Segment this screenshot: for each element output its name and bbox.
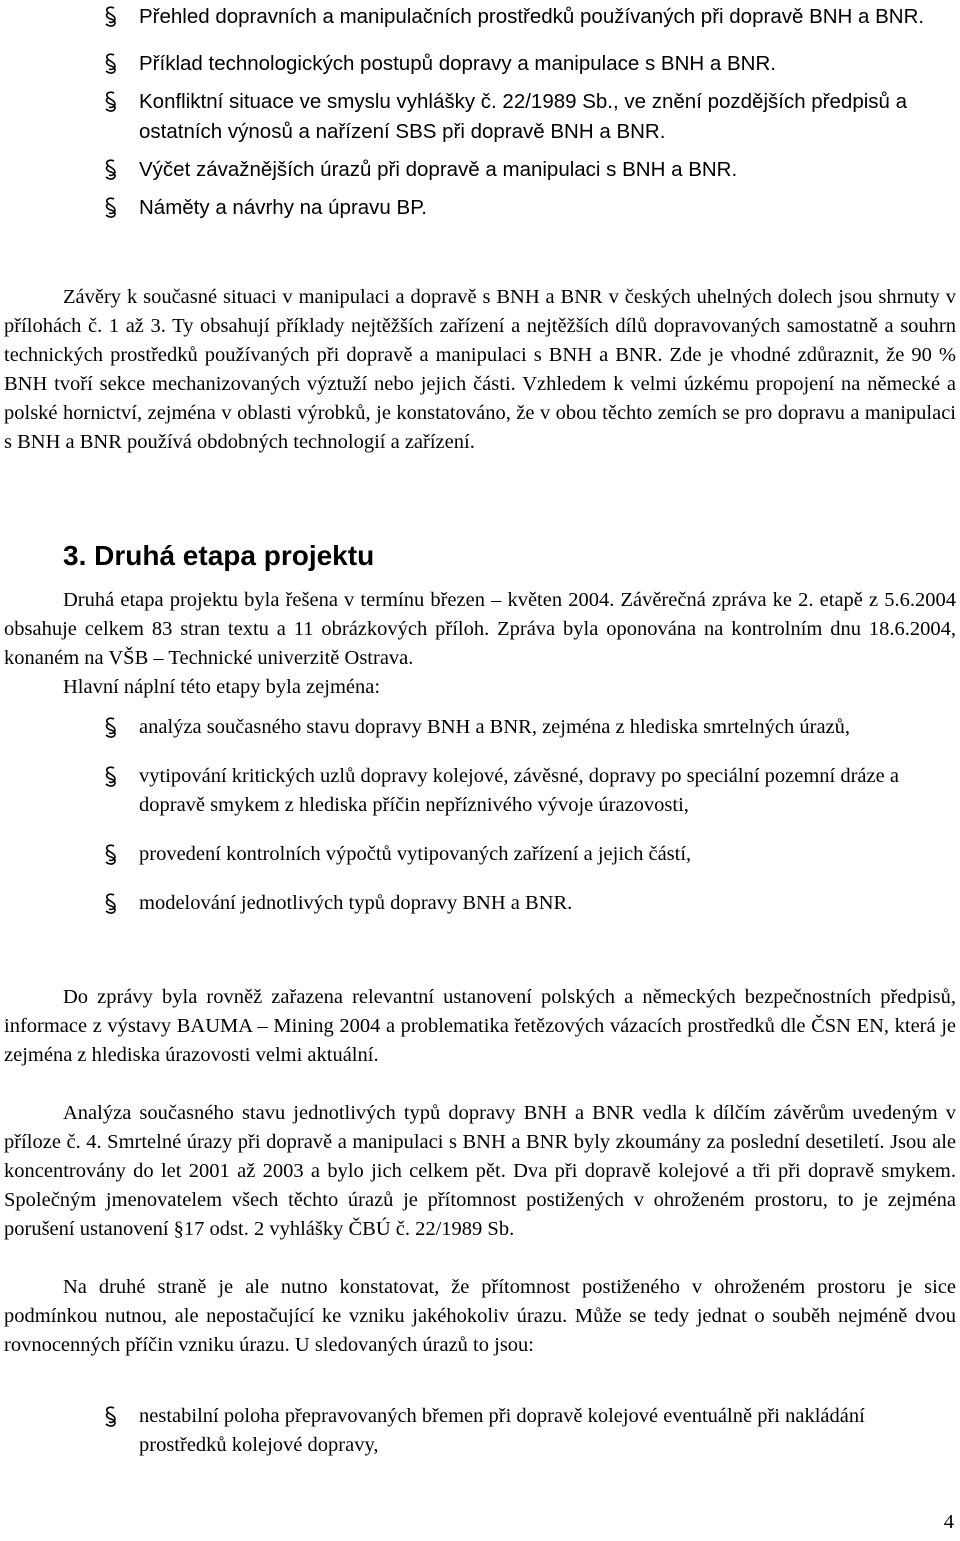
section-sign-bullet-icon xyxy=(102,196,120,220)
section-sign-bullet-icon xyxy=(102,158,120,182)
list-item: Příklad technologických postupů dopravy a manipulace s BNH a BNR. xyxy=(4,49,956,79)
report-paragraph: Do zprávy byla rovněž zařazena relevantní ustanovení polských a německých bezpečnostních předpisů, informace z výstavy BAUMA – Mining 2004 a problematika řetězových vázacích prostředků dle ČSN EN, která je zejména z hlediska úrazovosti velmi aktuální. xyxy=(4,986,956,1066)
list-item: nestabilní poloha přepravovaných břemen při dopravě kolejové eventuálně při nakládání prostředků kolejové dopravy, xyxy=(4,1402,956,1460)
section-sign-bullet-icon xyxy=(102,1405,120,1429)
main-content-intro: Hlavní náplní této etapy byla zejména: xyxy=(63,676,381,698)
list-item: Výčet závažnějších úrazů při dopravě a manipulaci s BNH a BNR. xyxy=(4,155,956,185)
stage2-paragraph: Druhá etapa projektu byla řešena v termínu březen – květen 2004. Závěrečná zpráva ke 2. etapě z 5.6.2004 obsahuje celkem 83 stran textu a 11 obrázkových příloh. Zpráva byla oponována na kontrolním dnu 18.6.2004, konaném na VŠB – Technické univerzitě Ostrava. xyxy=(4,589,956,669)
section-heading: 3. Druhá etapa projektu xyxy=(63,540,375,571)
list-item: analýza současného stavu dopravy BNH a BNR, zejména z hlediska smrtelných úrazů, xyxy=(4,713,956,742)
section-sign-bullet-icon xyxy=(102,5,120,29)
page-number: 4 xyxy=(943,1511,954,1533)
section-sign-bullet-icon xyxy=(102,716,120,740)
other-side-paragraph: Na druhé straně je ale nutno konstatovat, že přítomnost postiženého v ohroženém prostoru je sice podmínkou nutnou, ale nepostačující ke vzniku jakéhokoliv úrazu. Může se tedy jednat o souběh nejméně dvou rovnocenných příčin vzniku úrazu. U sledovaných úrazů to jsou: xyxy=(4,1276,956,1356)
section-sign-bullet-icon xyxy=(102,765,120,789)
list-item: modelování jednotlivých typů dopravy BNH a BNR. xyxy=(4,889,956,918)
conclusions-paragraph: Závěry k současné situaci v manipulaci a dopravě s BNH a BNR v českých uhelných dolech jsou shrnuty v přílohách č. 1 až 3. Ty obsahují příklady nejtěžších zařízení a nejtěžších dílů dopravovaných samostatně a souhrn technických prostředků používaných při dopravě a manipulaci s BNH a BNR. Zde je vhodné zdůraznit, že 90 % BNH tvoří sekce mechanizovaných výztuží nebo jejich části. Vzhledem k velmi úzkému propojení na německé a polské hornictví, zejména v oblasti výrobků, je konstatováno, že v obou těchto zemích se pro dopravu a manipulaci s BNH a BNR používá obdobných technologií a zařízení. xyxy=(4,286,956,453)
cause-bullet-list xyxy=(4,1402,956,1460)
top-bullet-list xyxy=(4,2,956,223)
list-item: Konfliktní situace ve smyslu vyhlášky č. 22/1989 Sb., ve znění pozdějších předpisů a ostatních výnosů a nařízení SBS při dopravě BNH a BNR. xyxy=(4,87,956,147)
section-sign-bullet-icon xyxy=(102,90,120,114)
list-item: Náměty a návrhy na úpravu BP. xyxy=(4,193,956,223)
analysis-paragraph: Analýza současného stavu jednotlivých typů dopravy BNH a BNR vedla k dílčím závěrům uvedeným v příloze č. 4. Smrtelné úrazy při dopravě a manipulaci s BNH a BNR byly zkoumány za poslední desetiletí. Jsou ale koncentrovány do let 2001 až 2003 a bylo jich celkem pět. Dva při dopravě kolejové a tři při dopravě smykem. Společným jmenovatelem všech těchto úrazů je přítomnost postižených v ohroženém prostoru, to je zejména porušení ustanovení §17 odst. 2 vyhlášky ČBÚ č. 22/1989 Sb. xyxy=(4,1102,956,1240)
stage2-bullet-list xyxy=(4,713,956,918)
section-sign-bullet-icon xyxy=(102,52,120,76)
section-sign-bullet-icon xyxy=(102,843,120,867)
list-item: vytipování kritických uzlů dopravy kolejové, závěsné, dopravy po speciální pozemní dráze a dopravě smykem z hlediska příčin nepříznivého vývoje úrazovosti, xyxy=(4,762,956,820)
list-item: provedení kontrolních výpočtů vytipovaných zařízení a jejich částí, xyxy=(4,840,956,869)
list-item: Přehled dopravních a manipulačních prostředků používaných při dopravě BNH a BNR. xyxy=(4,2,956,32)
section-sign-bullet-icon xyxy=(102,892,120,916)
